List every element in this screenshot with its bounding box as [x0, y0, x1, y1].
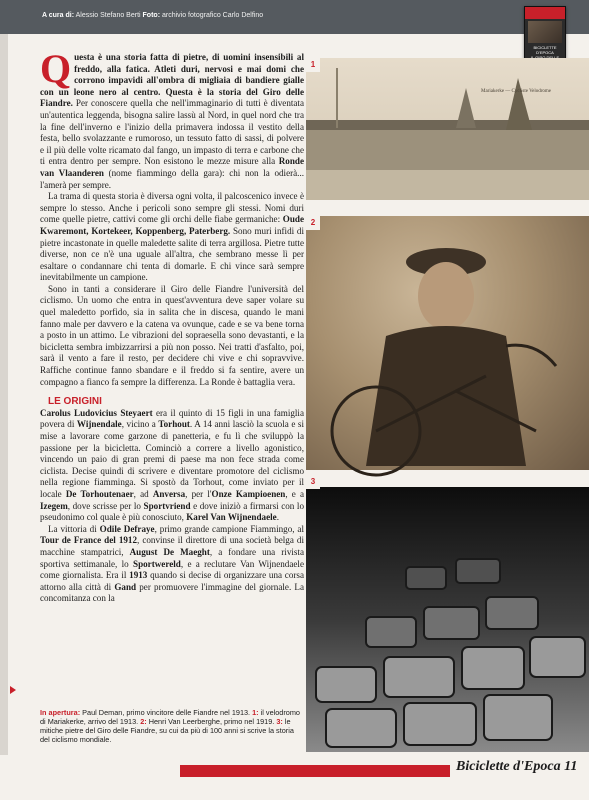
s1-b9: Karel Van Wijnendaele — [186, 512, 277, 523]
photo-inscription: Mariakerke — Cycliste Velodrome — [481, 89, 552, 94]
s1-h: e dove iniziò a firmarsi con lo pseudonimo col quale è più conosciuto, — [40, 500, 304, 523]
caption-n2: 2: — [140, 717, 147, 726]
intro-text-a: Per conoscere quella che nell'immaginario di tutti è diventata un'autentica leggenda, bisogna salire lassù al Nord, in quel nord che tra la fine dell'inverno e l'inizio della primavera indossa il vestito della festa, bello svolazzante e rumoroso, un tessuto fatto di sassi, di polvere e il più delle volte ricamato dal fango, un impasto di terra e carbone che ti entra dentro per sempre. Non esistono le mezze misure alla — [40, 98, 304, 167]
intro-bold: uesta è una storia fatta di pietre, di uomini insensibili al freddo, alla fatica. Atleti duri, nervosi e mai domi che corrono impavidi all'ombra di migliaia di bandiere gialle con un leone nero al centro. Questa è la storia del Giro delle Fiandre. — [40, 52, 304, 109]
cobble-stone — [384, 657, 454, 697]
s2-b4: Sportwereld — [133, 558, 181, 569]
cobble-stone — [316, 667, 376, 702]
footer-magazine-name: Biciclette d'Epoca — [456, 759, 561, 774]
s2-e: , e a reclutare Van Wijnendaele come giornalista. Era il — [40, 558, 304, 581]
article-column — [40, 46, 304, 605]
paragraph-origins-1 — [40, 408, 304, 524]
credit-author: Alessio Stefano Berti — [75, 12, 141, 19]
s2-f: quando si decise di organizzare una corsa attorno alla città di — [40, 570, 304, 592]
s1-b7: Izegem — [40, 500, 68, 511]
caption-t1: il velodromo di Mariakerke, arrivo del 1913. — [40, 708, 300, 726]
cobble-stone — [326, 709, 396, 747]
magazine-cover-thumbnail — [524, 6, 566, 59]
footer-rule — [180, 765, 450, 777]
s1-d: , ad — [133, 488, 153, 499]
s2-b1: Odile Defraye — [99, 523, 155, 534]
s1-g: , dove scrisse per lo — [67, 500, 144, 511]
s2-b2: Tour de France del 1912 — [40, 535, 138, 546]
drop-cap: Q — [40, 46, 72, 91]
credit-photo-label: Foto: — [142, 12, 161, 19]
cover-masthead — [525, 7, 565, 19]
cobble-stone — [366, 617, 416, 647]
top-bar — [0, 0, 589, 34]
paragraph-3: Sono in tanti a considerare il Giro delle Fiandre l'università del ciclismo. Un uomo che entra in quest'avventura deve saper volare su quel maledetto porfido, sia in salita che in discesa, quando le mani fanno male per davvero e la catena va ovunque, cade e se va bene torna a posto in un attimo. Le vibrazioni del sopraesella sono devastanti, e la bicicletta sembra imbizzarrirsi a più non posso. Nei tratti d'asfalto, poi, sarà il vento a fare il resto, per decidere chi vive e chi sopravvive. Raffiche continue fanno sbandare e il freddo si fa sentire, avere un compagno a fianco fa sempre la differenza. La Ronde è battaglia vera. — [40, 283, 304, 387]
credit-prefix: A cura di: — [42, 12, 75, 19]
section-heading: LE ORIGINI — [48, 396, 102, 408]
intro-text-b: (nome fiammingo della gara): chi non la odierà... l'amerà per sempre. — [40, 167, 304, 190]
photo-credit — [42, 12, 263, 19]
photo-number-2: 2 — [306, 216, 320, 230]
flag-pole — [336, 68, 338, 128]
cobble-stone — [424, 607, 479, 639]
s1-b: , vicino a — [121, 419, 159, 430]
s1-b3: Torhout — [158, 419, 190, 430]
page-number: 11 — [564, 759, 578, 774]
s2-a: La vittoria di — [48, 523, 100, 534]
cobble-stone — [462, 647, 524, 689]
credit-photo: archivio fotografico Carlo Delfino — [161, 12, 264, 19]
cobblestone-drawing — [306, 487, 589, 752]
footer — [0, 755, 589, 800]
cobble-stone — [484, 695, 552, 740]
s1-a: era il quinto di 15 figli in una famiglia povera di — [40, 407, 304, 430]
s2-g: per promuovere l'immagine del giornale. La concomitanza con la — [40, 581, 304, 604]
s1-b8: Sportvriend — [143, 500, 191, 511]
photo-number-1: 1 — [306, 58, 320, 72]
cobble-stone — [486, 597, 538, 629]
cobble-stone — [404, 703, 476, 745]
s1-b5: Anversa — [152, 488, 186, 499]
photo-cobblestones — [306, 487, 589, 752]
caption-t2: Henri Van Leerberghe, primo nel 1919. — [146, 717, 277, 726]
photo-velodrome — [306, 58, 589, 200]
paragraph-intro — [40, 46, 304, 191]
velodrome-bank — [306, 120, 589, 130]
cobble-stone — [406, 567, 446, 589]
s1-i: . — [276, 512, 279, 523]
velodrome-track — [306, 130, 589, 170]
caption-n1: 1: — [252, 708, 259, 717]
caption-n3: 3: — [276, 717, 283, 726]
cobble-stone — [530, 637, 585, 677]
intro-bold-2: Ronde van Vlaanderen — [40, 156, 304, 178]
p2-text-a: La trama di questa storia è diversa ogni volta, il palcoscenico invece è sempre lo stesso. Anche i pericoli sono sempre gli stessi. Nomi duri come quelle pietre, cattivi come gli orchi delle fiabe germaniche: — [40, 191, 304, 225]
s2-b: , primo grande campione Fiammingo, al — [154, 523, 304, 534]
velodrome-foreground — [306, 170, 589, 200]
paragraph-2 — [40, 191, 304, 284]
s1-b6: Onze Kampioenen — [211, 488, 286, 499]
cobble-stone — [456, 559, 500, 583]
s1-b1: Carolus Ludovicius Steyaert — [40, 407, 153, 418]
velodrome-drawing — [306, 58, 589, 200]
continuation-arrow — [10, 686, 16, 694]
caption-t3: le mitiche pietre del Giro delle Fiandre, su cui da più di 100 anni si scrive la storia del ciclismo mondiale. — [40, 717, 294, 744]
s1-b4: De Torhoutenaer — [65, 488, 134, 499]
caption-t0: Paul Deman, primo vincitore delle Fiandre nel 1913. — [80, 708, 253, 717]
face-shape — [418, 262, 474, 330]
s2-d: , a fondare una rivista sportiva settimanale, lo — [40, 546, 304, 569]
tree-silhouette-2 — [506, 78, 532, 130]
s2-b5: 1913 — [129, 570, 148, 581]
handlebar — [506, 345, 556, 366]
cover-image — [528, 21, 562, 43]
paragraph-origins-2 — [40, 524, 304, 605]
photo-cyclist — [306, 216, 589, 470]
tree-silhouette — [456, 88, 476, 128]
s2-b3: August De Maeght — [129, 546, 210, 557]
s1-f: , e a — [285, 488, 304, 499]
p2-bold: Oude Kwaremont, Kortekeer, Koppenberg, Paterberg. — [40, 214, 304, 236]
s1-c: . A 14 anni lasciò la scuola e si mise a lavorare come garzone di panetteria, e fu lì che sviluppò la passione per la bicicletta. Cominciò a correre a livello agonistico, vincendo un paio di gran premi di paese ma non fece strada come ciclista. Decise quindi di scrivere e diventare promotore del ciclismo nella regione fiamminga. Si spostò da Torhout, come inviato per il locale — [40, 419, 304, 499]
cyclist-drawing — [306, 216, 589, 470]
p2-text-b: Sono muri infidi di pietre incastonate in quelle maledette salite di terra argillosa. Pietre tutte diverse, non ce n'è una uguale all'altra, che sembrano messe lì per esaltare o condannare chi tenta di domarle. E chi vince sarà sempre inevitabilmente un campione. — [40, 225, 304, 283]
photo-caption — [40, 708, 302, 744]
s2-b6: Gand — [114, 581, 137, 592]
s2-c: , convinse il direttore di una società belga di macchine stampatrici, — [40, 535, 304, 557]
s1-e: , per l' — [185, 488, 212, 499]
caption-lead: In apertura: — [40, 708, 81, 717]
cover-title-text: BICICLETTE D'EPOCA — [533, 45, 557, 55]
left-margin-rule — [0, 34, 8, 800]
footer-magazine-title — [456, 759, 577, 775]
s1-b2: Wijnendale — [76, 419, 122, 430]
photo-number-3: 3 — [306, 475, 320, 489]
